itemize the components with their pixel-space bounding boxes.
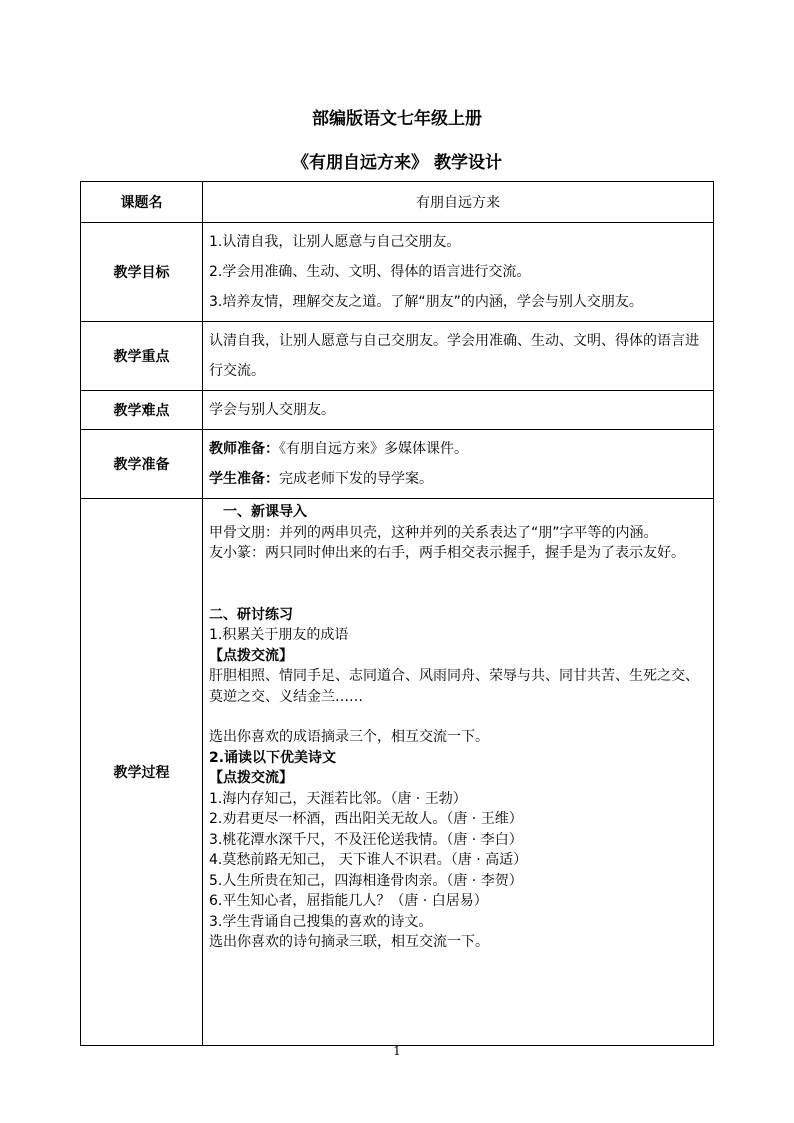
document-subtitle: 《有朋自远方来》 教学设计 bbox=[292, 153, 502, 173]
keypoints-text: 认清自我，让别人愿意与自己交朋友。学会用准确、生动、文明、得体的语言进行交流。 bbox=[209, 333, 699, 379]
lesson-plan-table bbox=[80, 181, 714, 1046]
table-row bbox=[81, 391, 714, 430]
section1-title: 一、新课导入 bbox=[223, 504, 307, 520]
prep-teacher-label: 教师准备： bbox=[209, 441, 279, 457]
poems-heading: 2.诵读以下优美诗文 bbox=[209, 749, 337, 766]
poem-line: 3.桃花潭水深千尺，不及汪伦送我情。（唐 · 李白） bbox=[209, 831, 523, 848]
prep-student bbox=[209, 464, 707, 494]
table-row bbox=[81, 499, 714, 1046]
difficulty-text: 学会与别人交朋友。 bbox=[209, 402, 335, 418]
poems-task: 选出你喜欢的诗句摘录三联，相互交流一下。 bbox=[209, 934, 489, 950]
topic-value: 有朋自远方来 bbox=[203, 182, 714, 223]
poem-line: 1.海内存知己，天涯若比邻。（唐 · 王勃） bbox=[209, 790, 467, 807]
process-cell bbox=[203, 499, 714, 1046]
idioms-list: 肝胆相照、情同手足、志同道合、风雨同舟、荣辱与共、同甘共苦、生死之交、莫逆之交、义结金兰…… bbox=[209, 668, 699, 705]
prep-label: 教学准备 bbox=[81, 430, 203, 499]
keypoints-cell bbox=[203, 322, 714, 391]
process-label: 教学过程 bbox=[81, 499, 203, 1046]
poem-line: 5.人生所贵在知己，四海相逢骨肉亲。（唐 · 李贺） bbox=[209, 872, 523, 889]
poem-line: 6.平生知心者，屈指能几人？（唐 · 白居易） bbox=[209, 893, 488, 909]
prep-student-text: 完成老师下发的导学案。 bbox=[279, 471, 433, 487]
goal-item: 3.培养友情，理解交友之道。了解“朋友”的内涵，学会与别人交朋友。 bbox=[209, 294, 643, 310]
difficulty-label: 教学难点 bbox=[81, 391, 203, 430]
poem-line: 2.劝君更尽一杯酒，西出阳关无故人。（唐 · 王维） bbox=[209, 811, 523, 827]
section1-line: 友小篆：两只同时伸出来的右手，两手相交表示握手，握手是为了表示友好。 bbox=[209, 545, 685, 561]
difficulty-cell bbox=[203, 391, 714, 430]
prep-teacher-text: 《有朋自远方来》多媒体课件。 bbox=[279, 441, 468, 457]
idioms-heading: 1.积累关于朋友的成语 bbox=[209, 627, 349, 643]
goal-item: 2.学会用准确、生动、文明、得体的语言进行交流。 bbox=[209, 264, 531, 280]
prep-cell bbox=[203, 430, 714, 499]
document-title: 部编版语文七年级上册 bbox=[312, 109, 482, 129]
idioms-task: 选出你喜欢的成语摘录三个，相互交流一下。 bbox=[209, 729, 489, 745]
tip-label: 【点拨交流】 bbox=[209, 647, 293, 664]
table-row bbox=[81, 182, 714, 223]
keypoints-label: 教学重点 bbox=[81, 322, 203, 391]
page-number: 1 bbox=[393, 1044, 401, 1058]
recite-item: 3.学生背诵自己搜集的喜欢的诗文。 bbox=[209, 913, 433, 930]
table-row bbox=[81, 322, 714, 391]
tip-label: 【点拨交流】 bbox=[209, 770, 293, 786]
prep-student-label: 学生准备： bbox=[209, 471, 279, 487]
table-row bbox=[81, 223, 714, 322]
topic-label: 课题名 bbox=[81, 182, 203, 223]
goal-item: 1.认清自我，让别人愿意与自己交朋友。 bbox=[209, 234, 461, 250]
goals-label: 教学目标 bbox=[81, 223, 203, 322]
table-row bbox=[81, 430, 714, 499]
goals-cell bbox=[203, 223, 714, 322]
prep-teacher bbox=[209, 434, 707, 464]
section1-line: 甲骨文朋：并列的两串贝壳，这种并列的关系表达了“朋”字平等的内涵。 bbox=[209, 524, 658, 541]
poem-line: 4.莫愁前路无知己， 天下谁人不识君。（唐 · 高适） bbox=[209, 852, 528, 868]
section2-title: 二、研讨练习 bbox=[209, 606, 293, 623]
